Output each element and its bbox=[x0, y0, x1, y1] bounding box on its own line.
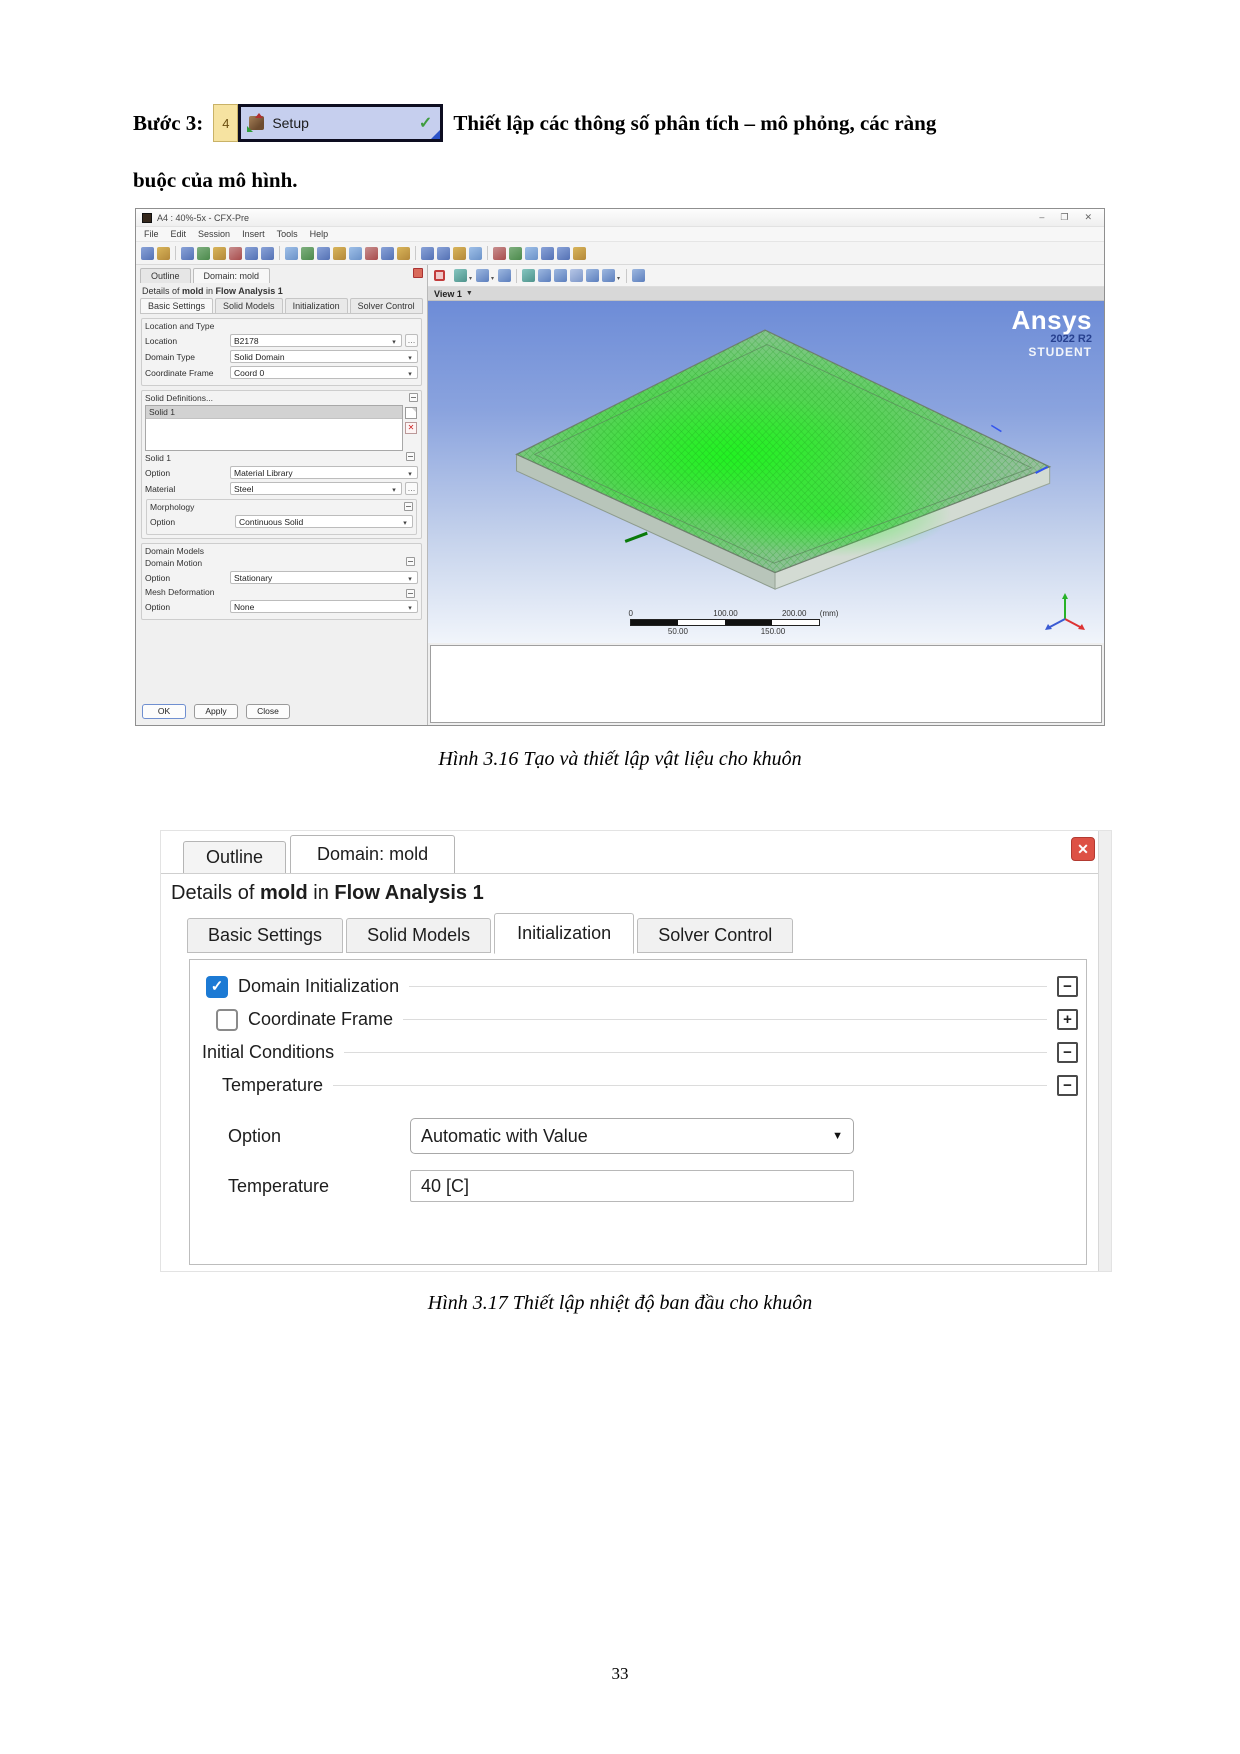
panel-tabs bbox=[140, 267, 423, 283]
subtab-solid-models[interactable]: Solid Models bbox=[346, 918, 491, 953]
view-label[interactable]: View 1 bbox=[434, 288, 462, 299]
figure1-caption: Hình 3.16 Tạo và thiết lập vật liệu cho khuôn bbox=[438, 748, 802, 770]
domain-type-label: Domain Type bbox=[145, 351, 195, 362]
view-preset-icon[interactable] bbox=[602, 269, 615, 282]
divider bbox=[333, 1085, 1047, 1086]
probe-icon[interactable] bbox=[632, 269, 645, 282]
ruler-label: 150.00 bbox=[760, 627, 786, 636]
save-icon[interactable] bbox=[141, 247, 154, 260]
material-label: Material bbox=[145, 483, 176, 494]
refresh-icon[interactable] bbox=[261, 247, 274, 260]
rollup-icon[interactable] bbox=[406, 589, 415, 598]
ok-button[interactable]: OK bbox=[142, 704, 186, 719]
viewport-3d[interactable] bbox=[428, 301, 1104, 643]
interface-icon[interactable] bbox=[421, 247, 434, 260]
combo-value: Solid Domain bbox=[234, 351, 285, 362]
view-strip bbox=[428, 287, 1104, 301]
subtab-solver-control[interactable]: Solver Control bbox=[350, 298, 423, 313]
material-option-combo[interactable] bbox=[230, 466, 418, 479]
rollup-icon[interactable] bbox=[406, 452, 415, 461]
domain-icon[interactable] bbox=[365, 247, 378, 260]
domain-motion-label: Domain Motion bbox=[145, 558, 203, 568]
details-domain-name: mold bbox=[182, 286, 204, 296]
solid-item-label: Solid 1 bbox=[145, 453, 171, 463]
material-icon[interactable] bbox=[301, 247, 314, 260]
message-pane bbox=[430, 645, 1102, 723]
toolbar-separator bbox=[175, 246, 176, 260]
setup-cell-body[interactable] bbox=[238, 104, 443, 142]
domain-motion-header bbox=[145, 558, 418, 568]
maximize-button[interactable]: ❐ bbox=[1060, 212, 1069, 222]
panel-close-icon[interactable] bbox=[413, 268, 423, 278]
mesh-deformation-header bbox=[145, 587, 418, 597]
list-item-solid1[interactable]: Solid 1 bbox=[146, 406, 402, 419]
mesh-adaption-icon[interactable] bbox=[453, 247, 466, 260]
scrollbar[interactable] bbox=[1098, 831, 1111, 1271]
axis-triad-icon bbox=[1042, 589, 1088, 635]
details-mid: in bbox=[203, 286, 216, 296]
chevron-down-icon[interactable]: ▾ bbox=[617, 276, 621, 282]
ruler-label: 50.00 bbox=[667, 627, 688, 636]
morphology-option-combo[interactable] bbox=[235, 515, 413, 528]
window-title: A4 : 40%-5x - CFX-Pre bbox=[157, 212, 250, 223]
ansys-logo bbox=[1011, 307, 1092, 358]
chevron-down-icon[interactable]: ▾ bbox=[469, 276, 473, 282]
viewport-column bbox=[428, 265, 1104, 725]
ruler-label: 200.00 bbox=[781, 609, 807, 618]
step-label: Bước 3: bbox=[133, 110, 204, 135]
location-label: Location bbox=[145, 335, 178, 346]
menu-bar bbox=[136, 227, 1104, 241]
mesh-deformation-label: Mesh Deformation bbox=[145, 587, 215, 597]
toolbar-separator bbox=[626, 269, 627, 283]
subtab-initialization[interactable]: Initialization bbox=[285, 298, 348, 313]
paste-icon[interactable] bbox=[197, 247, 210, 260]
function-icon[interactable] bbox=[397, 247, 410, 260]
redo-icon[interactable] bbox=[245, 247, 258, 260]
tab-domain-mold[interactable]: Domain: mold bbox=[193, 268, 271, 283]
panel2-subtabs bbox=[161, 911, 1111, 953]
location-browse-button[interactable] bbox=[405, 334, 418, 347]
expand-icon[interactable]: + bbox=[1057, 1009, 1078, 1030]
report-icon[interactable] bbox=[557, 247, 570, 260]
delete-solid-icon[interactable] bbox=[405, 422, 417, 434]
option-label: Option bbox=[145, 572, 171, 583]
setup-icon bbox=[249, 116, 264, 130]
rotate-icon[interactable] bbox=[476, 269, 489, 282]
ruler-bar bbox=[630, 619, 820, 626]
chevron-down-icon bbox=[401, 517, 409, 527]
chevron-down-icon bbox=[406, 368, 414, 378]
delete-icon[interactable] bbox=[349, 247, 362, 260]
temperature-input[interactable]: 40 [C] bbox=[410, 1170, 854, 1202]
temperature-option-combo[interactable] bbox=[410, 1118, 854, 1154]
subtab-basic-settings[interactable]: Basic Settings bbox=[187, 918, 343, 953]
details-title bbox=[140, 283, 423, 299]
close-button[interactable]: ✕ bbox=[1084, 212, 1092, 222]
divider bbox=[403, 1019, 1047, 1020]
coordinate-frame-label: Coordinate Frame bbox=[145, 367, 214, 378]
option-label: Option bbox=[228, 1125, 282, 1146]
zoom-box-icon[interactable] bbox=[570, 269, 583, 282]
rollup-icon[interactable] bbox=[406, 557, 415, 566]
subtab-solid-models[interactable]: Solid Models bbox=[215, 298, 283, 313]
check-icon: ✓ bbox=[418, 115, 433, 132]
menu-file[interactable]: File bbox=[144, 229, 159, 239]
chevron-down-icon bbox=[406, 352, 414, 362]
solid-item-header bbox=[145, 453, 418, 463]
cfx-pre-window bbox=[135, 208, 1105, 726]
close-icon[interactable]: ✕ bbox=[1071, 837, 1095, 861]
menu-insert[interactable]: Insert bbox=[242, 229, 265, 239]
details-prefix: Details of bbox=[142, 286, 183, 296]
details-title bbox=[161, 873, 1111, 911]
section-title: Location and Type bbox=[145, 321, 215, 331]
undo-icon[interactable] bbox=[229, 247, 242, 260]
setup-cell[interactable] bbox=[213, 104, 443, 142]
fit-view-icon[interactable] bbox=[586, 269, 599, 282]
solid-definitions-list[interactable] bbox=[145, 405, 403, 451]
combo-value: Material Library bbox=[234, 467, 293, 478]
toolbar-separator bbox=[487, 246, 488, 260]
chevron-down-icon bbox=[406, 602, 414, 612]
domain-initialization-panel bbox=[160, 830, 1112, 1272]
boundary-icon[interactable] bbox=[381, 247, 394, 260]
heading-text-line1: Thiết lập các thông số phân tích – mô phỏng, các ràng bbox=[453, 110, 937, 135]
collapse-icon[interactable]: − bbox=[1057, 1075, 1078, 1096]
minimize-button[interactable]: – bbox=[1039, 212, 1045, 222]
collapse-icon[interactable]: − bbox=[1057, 1042, 1078, 1063]
chevron-down-icon: ▼ bbox=[832, 1130, 843, 1142]
toolbar-separator bbox=[279, 246, 280, 260]
tab-domain-mold[interactable]: Domain: mold bbox=[290, 835, 455, 873]
tab-outline[interactable]: Outline bbox=[140, 268, 191, 283]
setup-cell-index: 4 bbox=[213, 104, 238, 142]
mesh-model bbox=[428, 301, 1104, 643]
main-toolbar bbox=[136, 241, 1104, 265]
title-bar[interactable] bbox=[136, 209, 1104, 227]
panel2-tabs bbox=[161, 831, 1111, 873]
chevron-down-icon bbox=[406, 573, 414, 583]
morphology-group bbox=[146, 499, 417, 535]
chevron-down-icon bbox=[390, 336, 398, 346]
chevron-down-icon bbox=[406, 468, 414, 478]
section-title: Morphology bbox=[150, 502, 195, 512]
coordinate-frame-combo[interactable] bbox=[230, 366, 418, 379]
select-icon[interactable] bbox=[454, 269, 467, 282]
scale-ruler bbox=[628, 609, 839, 637]
details-analysis-name: Flow Analysis 1 bbox=[215, 286, 283, 296]
subtab-initialization[interactable]: Initialization bbox=[494, 913, 634, 954]
panel-buttons bbox=[142, 704, 290, 719]
coordinate-frame-checkbox[interactable] bbox=[216, 1009, 238, 1031]
zoom-out-icon[interactable] bbox=[554, 269, 567, 282]
zoom-icon[interactable] bbox=[522, 269, 535, 282]
combo-value: Steel bbox=[234, 483, 254, 494]
temperature-label: Temperature bbox=[228, 1175, 330, 1196]
material-combo[interactable] bbox=[230, 482, 402, 495]
initialization-frame bbox=[189, 959, 1087, 1265]
menu-session[interactable]: Session bbox=[198, 229, 231, 239]
option-label: Option bbox=[145, 601, 171, 612]
chart-icon[interactable] bbox=[525, 247, 538, 260]
menu-edit[interactable]: Edit bbox=[170, 229, 187, 239]
ansys-version-text: 2022 R2 bbox=[1050, 333, 1092, 346]
solid-definitions-group bbox=[141, 390, 422, 539]
subtab-basic-settings[interactable]: Basic Settings bbox=[140, 298, 213, 313]
expression-icon[interactable] bbox=[285, 247, 298, 260]
collapse-icon[interactable]: − bbox=[1057, 976, 1078, 997]
menu-help[interactable]: Help bbox=[309, 229, 329, 239]
ansys-edition-text: STUDENT bbox=[1028, 344, 1092, 359]
mesh-deformation-combo[interactable] bbox=[230, 600, 418, 613]
divider bbox=[409, 986, 1047, 987]
apply-button[interactable]: Apply bbox=[194, 704, 238, 719]
step-heading bbox=[133, 104, 1123, 142]
initial-conditions-label: Initial Conditions bbox=[202, 1042, 335, 1062]
viewport-toolbar bbox=[428, 265, 1104, 287]
domain-models-group bbox=[141, 543, 422, 620]
timestep-icon[interactable] bbox=[469, 247, 482, 260]
details-analysis-name: Flow Analysis 1 bbox=[334, 882, 484, 904]
location-and-type-group bbox=[141, 318, 422, 386]
panel-subtabs bbox=[140, 299, 423, 314]
ansys-brand-text: Ansys bbox=[1011, 305, 1092, 335]
rollup-icon[interactable] bbox=[409, 393, 418, 402]
temperature-section-label: Temperature bbox=[222, 1075, 324, 1095]
combo-value: Continuous Solid bbox=[239, 516, 304, 527]
corner-triangle-icon bbox=[431, 130, 440, 139]
details-prefix: Details of bbox=[171, 882, 260, 904]
output-control-icon[interactable] bbox=[509, 247, 522, 260]
section-title: Solid Definitions... bbox=[145, 393, 214, 403]
combo-value: Stationary bbox=[234, 572, 273, 583]
heading-text-line2: buộc của mô hình. bbox=[133, 168, 298, 192]
rollup-icon[interactable] bbox=[404, 502, 413, 511]
app-icon bbox=[142, 213, 152, 223]
reaction-icon[interactable] bbox=[317, 247, 330, 260]
ruler-unit: (mm) bbox=[819, 609, 839, 618]
zoom-in-icon[interactable] bbox=[538, 269, 551, 282]
close-panel-button[interactable]: Close bbox=[246, 704, 290, 719]
chevron-down-icon[interactable]: ▼ bbox=[465, 290, 473, 297]
tab-outline[interactable]: Outline bbox=[183, 841, 286, 873]
domain-motion-combo[interactable] bbox=[230, 571, 418, 584]
subtab-solver-control[interactable]: Solver Control bbox=[637, 918, 793, 953]
open-icon[interactable] bbox=[157, 247, 170, 260]
ruler-label: 0 bbox=[628, 609, 633, 618]
details-panel bbox=[136, 265, 428, 725]
ruler-label: 100.00 bbox=[713, 609, 738, 618]
coordinate-frame-label: Coordinate Frame bbox=[248, 1009, 394, 1029]
combo-value: Coord 0 bbox=[234, 367, 265, 378]
domain-initialization-label: Domain Initialization bbox=[238, 976, 400, 996]
option-label: Option bbox=[150, 516, 176, 527]
source-point-icon[interactable] bbox=[437, 247, 450, 260]
setup-cell-label: Setup bbox=[272, 115, 309, 131]
solver-control-icon[interactable] bbox=[493, 247, 506, 260]
combo-value: None bbox=[234, 601, 255, 612]
material-browse-button[interactable] bbox=[405, 482, 418, 495]
details-mid: in bbox=[307, 882, 335, 904]
new-solid-icon[interactable] bbox=[405, 407, 417, 419]
chevron-down-icon[interactable]: ▾ bbox=[491, 276, 495, 282]
combo-value: B2178 bbox=[234, 335, 259, 346]
chevron-down-icon bbox=[390, 484, 398, 494]
comment-icon[interactable] bbox=[573, 247, 586, 260]
section-title: Domain Models bbox=[145, 546, 205, 556]
details-domain-name: mold bbox=[259, 882, 308, 904]
combo-value: Automatic with Value bbox=[421, 1125, 588, 1146]
pan-icon[interactable] bbox=[498, 269, 511, 282]
domain-type-combo[interactable] bbox=[230, 350, 418, 363]
copy-icon[interactable] bbox=[181, 247, 194, 260]
table-icon[interactable] bbox=[541, 247, 554, 260]
toolbar-separator bbox=[415, 246, 416, 260]
option-label: Option bbox=[145, 467, 171, 478]
location-combo[interactable] bbox=[230, 334, 402, 347]
toolbar-separator bbox=[516, 269, 517, 283]
dock-icon[interactable] bbox=[434, 270, 445, 281]
print-icon[interactable] bbox=[213, 247, 226, 260]
variable-icon[interactable] bbox=[333, 247, 346, 260]
figure2-caption: Hình 3.17 Thiết lập nhiệt độ ban đầu cho khuôn bbox=[427, 1292, 813, 1314]
menu-tools[interactable]: Tools bbox=[276, 229, 298, 239]
domain-initialization-checkbox[interactable]: ✓ bbox=[206, 976, 228, 998]
page-number: 33 bbox=[611, 1664, 629, 1683]
divider bbox=[344, 1052, 1047, 1053]
